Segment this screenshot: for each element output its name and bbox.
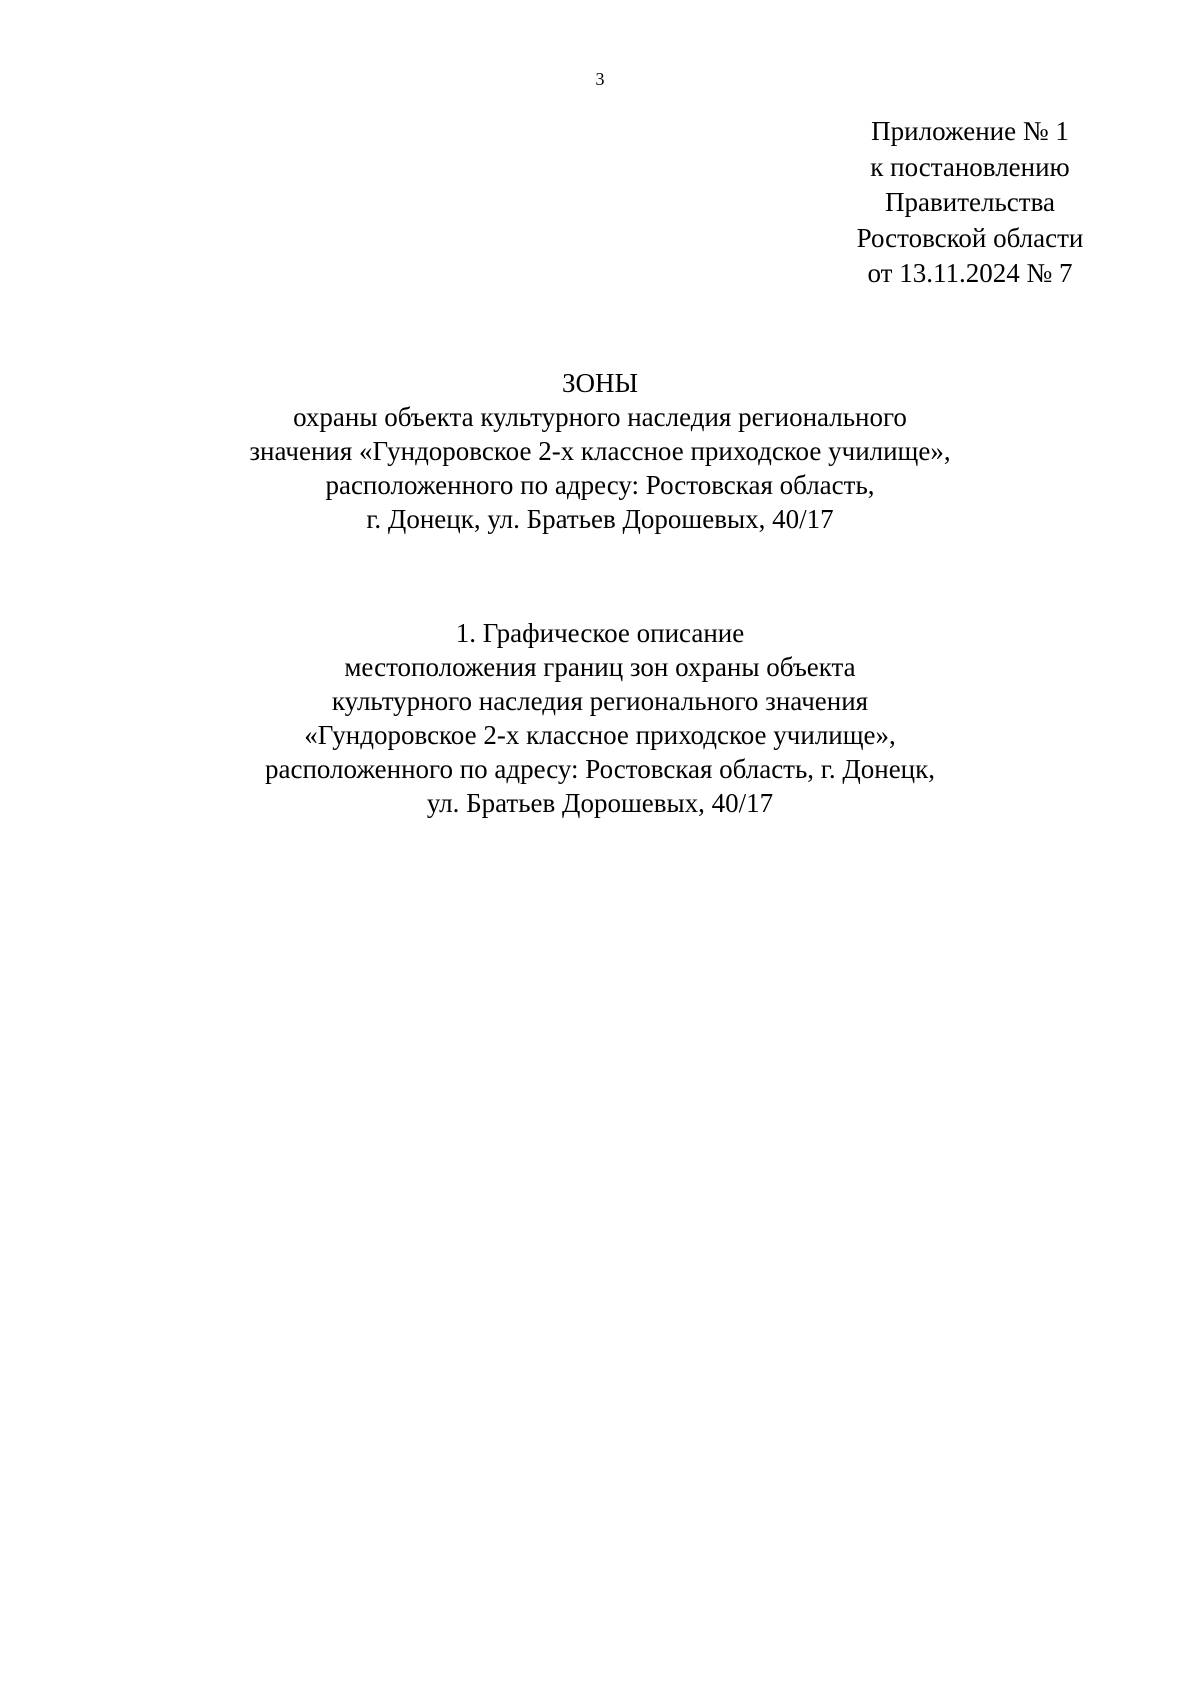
appendix-line: Приложение № 1 [871,116,1069,146]
appendix-line: к постановлению [870,151,1070,182]
section-line: ул. Братьев Дорошевых, 40/17 [426,788,774,818]
title-line: расположенного по адресу: Ростовская область, [325,470,875,500]
page-number: 3 [595,69,605,89]
section-line: «Гундоровское 2-х классное приходское училище», [304,720,896,750]
appendix-line: Правительства [885,187,1055,217]
appendix-line: от 13.11.2024 № 7 [867,258,1073,288]
section-1-heading [0,616,1200,820]
appendix-line: Ростовской области [856,222,1084,253]
appendix-stamp [840,114,1100,292]
title-heading: ЗОНЫ [561,368,639,398]
section-line: 1. Графическое описание [455,618,745,648]
title-line: охраны объекта культурного наследия регионального [293,402,907,432]
section-line: местоположения границ зон охраны объекта [344,652,856,682]
section-line: культурного наследия регионального значения [331,686,869,716]
section-line: расположенного по адресу: Ростовская область, г. Донецк, [265,754,935,784]
document-title [0,366,1200,536]
title-line: значения «Гундоровское 2-х классное приходское училище», [249,436,951,466]
title-line: г. Донецк, ул. Братьев Дорошевых, 40/17 [366,504,834,534]
